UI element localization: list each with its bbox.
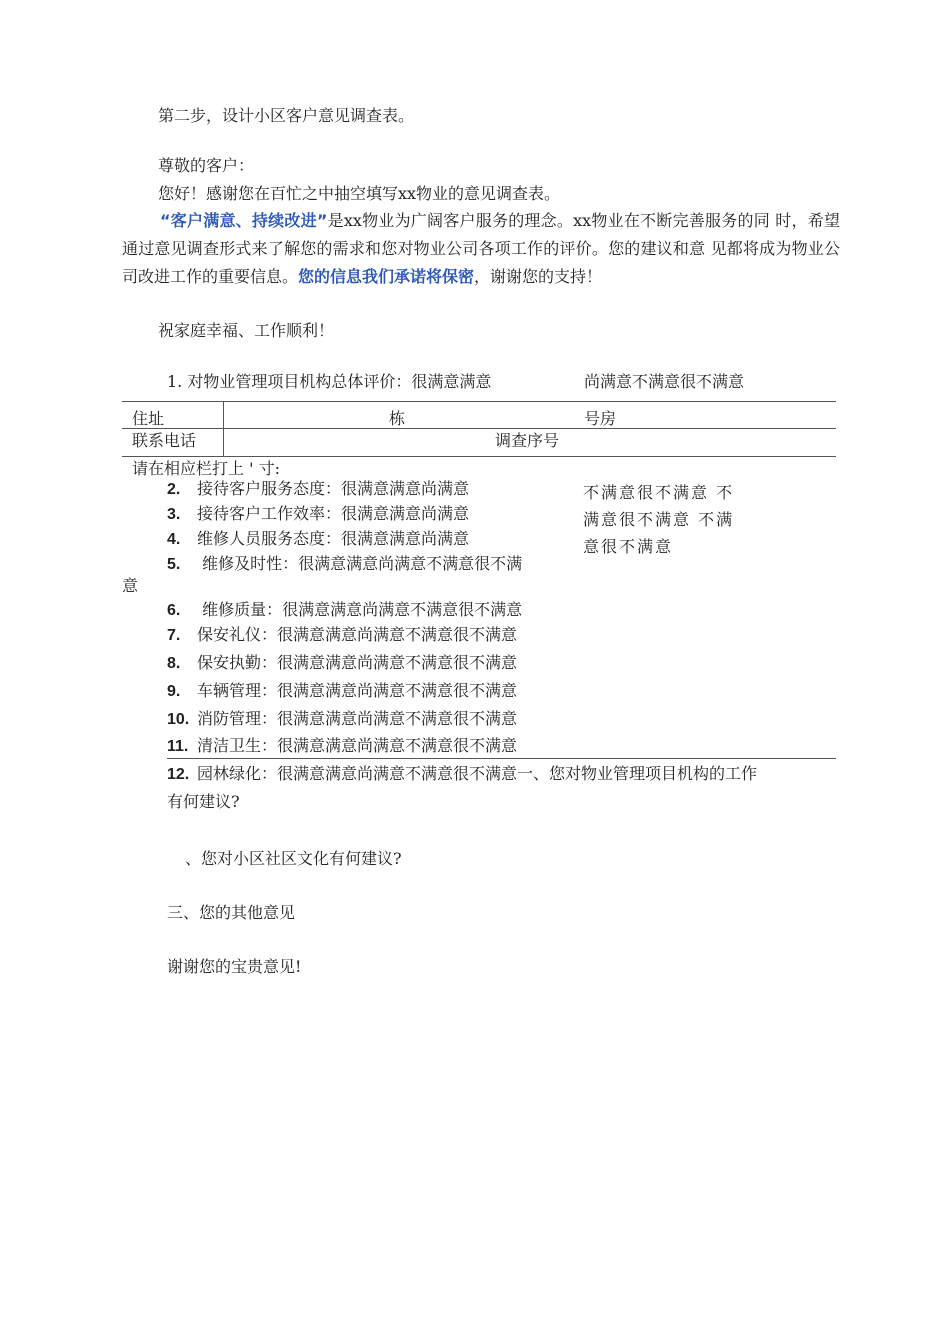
question-12-wrap: 有何建议? (167, 792, 240, 811)
question-item (167, 652, 517, 675)
question-text: 维修质量：很满意满意尚满意不满意很不满意 (197, 600, 523, 619)
instruction: 请在相应栏打上 ' 寸: (132, 459, 280, 478)
question-item (167, 478, 469, 501)
question-text: 维修人员服务态度：很满意满意尚满意 (197, 529, 470, 548)
slogan: “客户满意、持续改进” (160, 211, 328, 230)
question-number: 12. (167, 766, 190, 783)
section-3-heading: 三、您的其他意见 (167, 903, 296, 922)
question-text: 维修及时性：很满意满意尚满意不满意很不满 (197, 554, 523, 573)
options-line-2: 满意很不满意 不满 (583, 510, 735, 529)
question-text: 车辆管理：很满意满意尚满意不满意很不满意 (197, 681, 518, 700)
question-text: 接待客户工作效率：很满意满意尚满意 (197, 504, 470, 523)
phone-label: 联系电话 (132, 431, 197, 450)
question-number: 4. (167, 531, 181, 548)
table-bottom-border (122, 456, 836, 457)
question-number: 3. (167, 506, 181, 523)
question-text: 保安礼仪：很满意满意尚满意不满意很不满意 (197, 625, 518, 644)
question-item (167, 763, 757, 786)
question-number: 7. (167, 627, 181, 644)
table-mid-border (122, 428, 836, 429)
question-item (167, 708, 517, 731)
question-text: 园林绿化：很满意满意尚满意不满意很不满意一、您对物业管理项目机构的工作 (197, 764, 758, 783)
table-column-divider (223, 401, 224, 456)
question-text: 消防管理：很满意满意尚满意不满意很不满意 (197, 709, 518, 728)
intro-text-2: ，谢谢您的支持！ (474, 267, 603, 286)
question-text: 保安执勤：很满意满意尚满意不满意很不满意 (197, 653, 518, 672)
question-text: 清洁卫生：很满意满意尚满意不满意很不满意 (197, 736, 518, 755)
intro-text-1: 是xx物业为广阔客户服务的理念。xx物业在不断完善服务的同 时，希望通过意见调查形式来了解您的需求和您对物业公司各项工作的评价。您的建议和意 见都将成为物业公司改进工作的重要信息。 (122, 211, 840, 286)
question-text: 接待客户服务态度：很满意满意尚满意 (197, 479, 470, 498)
question-item (167, 624, 517, 647)
question-item (167, 680, 517, 703)
question-number: 6. (167, 602, 181, 619)
question-number: 5. (167, 556, 181, 573)
question-number: 8. (167, 655, 181, 672)
address-label: 住址 (132, 409, 165, 428)
question-item (167, 599, 522, 622)
question-number: 9. (167, 683, 181, 700)
section-2-heading: 、您对小区社区文化有何建议? (185, 849, 402, 868)
building-label: 栋 (389, 409, 406, 428)
question-item (167, 528, 469, 551)
question-number: 10. (167, 711, 190, 728)
survey-number-label: 调查序号 (495, 431, 560, 450)
options-line-3: 意很不满意 (583, 537, 674, 556)
question-5-wrap: 意 (122, 576, 139, 595)
table-top-border (122, 401, 836, 402)
q1-label: 1. 对物业管理项目机构总体评价：很满意满意 (167, 372, 492, 391)
question-item (167, 503, 469, 526)
question-item (167, 553, 522, 576)
intro-paragraph (122, 207, 840, 291)
room-label: 号房 (584, 409, 617, 428)
question-number: 11. (167, 738, 189, 755)
question-item (167, 735, 517, 758)
list-divider (167, 758, 836, 759)
greeting: 尊敬的客户： (158, 156, 255, 175)
step-title: 第二步，设计小区客户意见调查表。 (158, 106, 415, 125)
q1-options: 尚满意不满意很不满意 (584, 372, 745, 391)
wish-line: 祝家庭幸福、工作顺利！ (158, 321, 335, 340)
thanks-line: 谢谢您的宝贵意见! (167, 957, 302, 976)
hello-line: 您好！感谢您在百忙之中抽空填写xx物业的意见调查表。 (158, 184, 561, 203)
question-number: 2. (167, 481, 181, 498)
confidential-note: 您的信息我们承诺将保密 (298, 267, 475, 286)
options-line-1: 不满意很不满意 不 (583, 483, 735, 502)
